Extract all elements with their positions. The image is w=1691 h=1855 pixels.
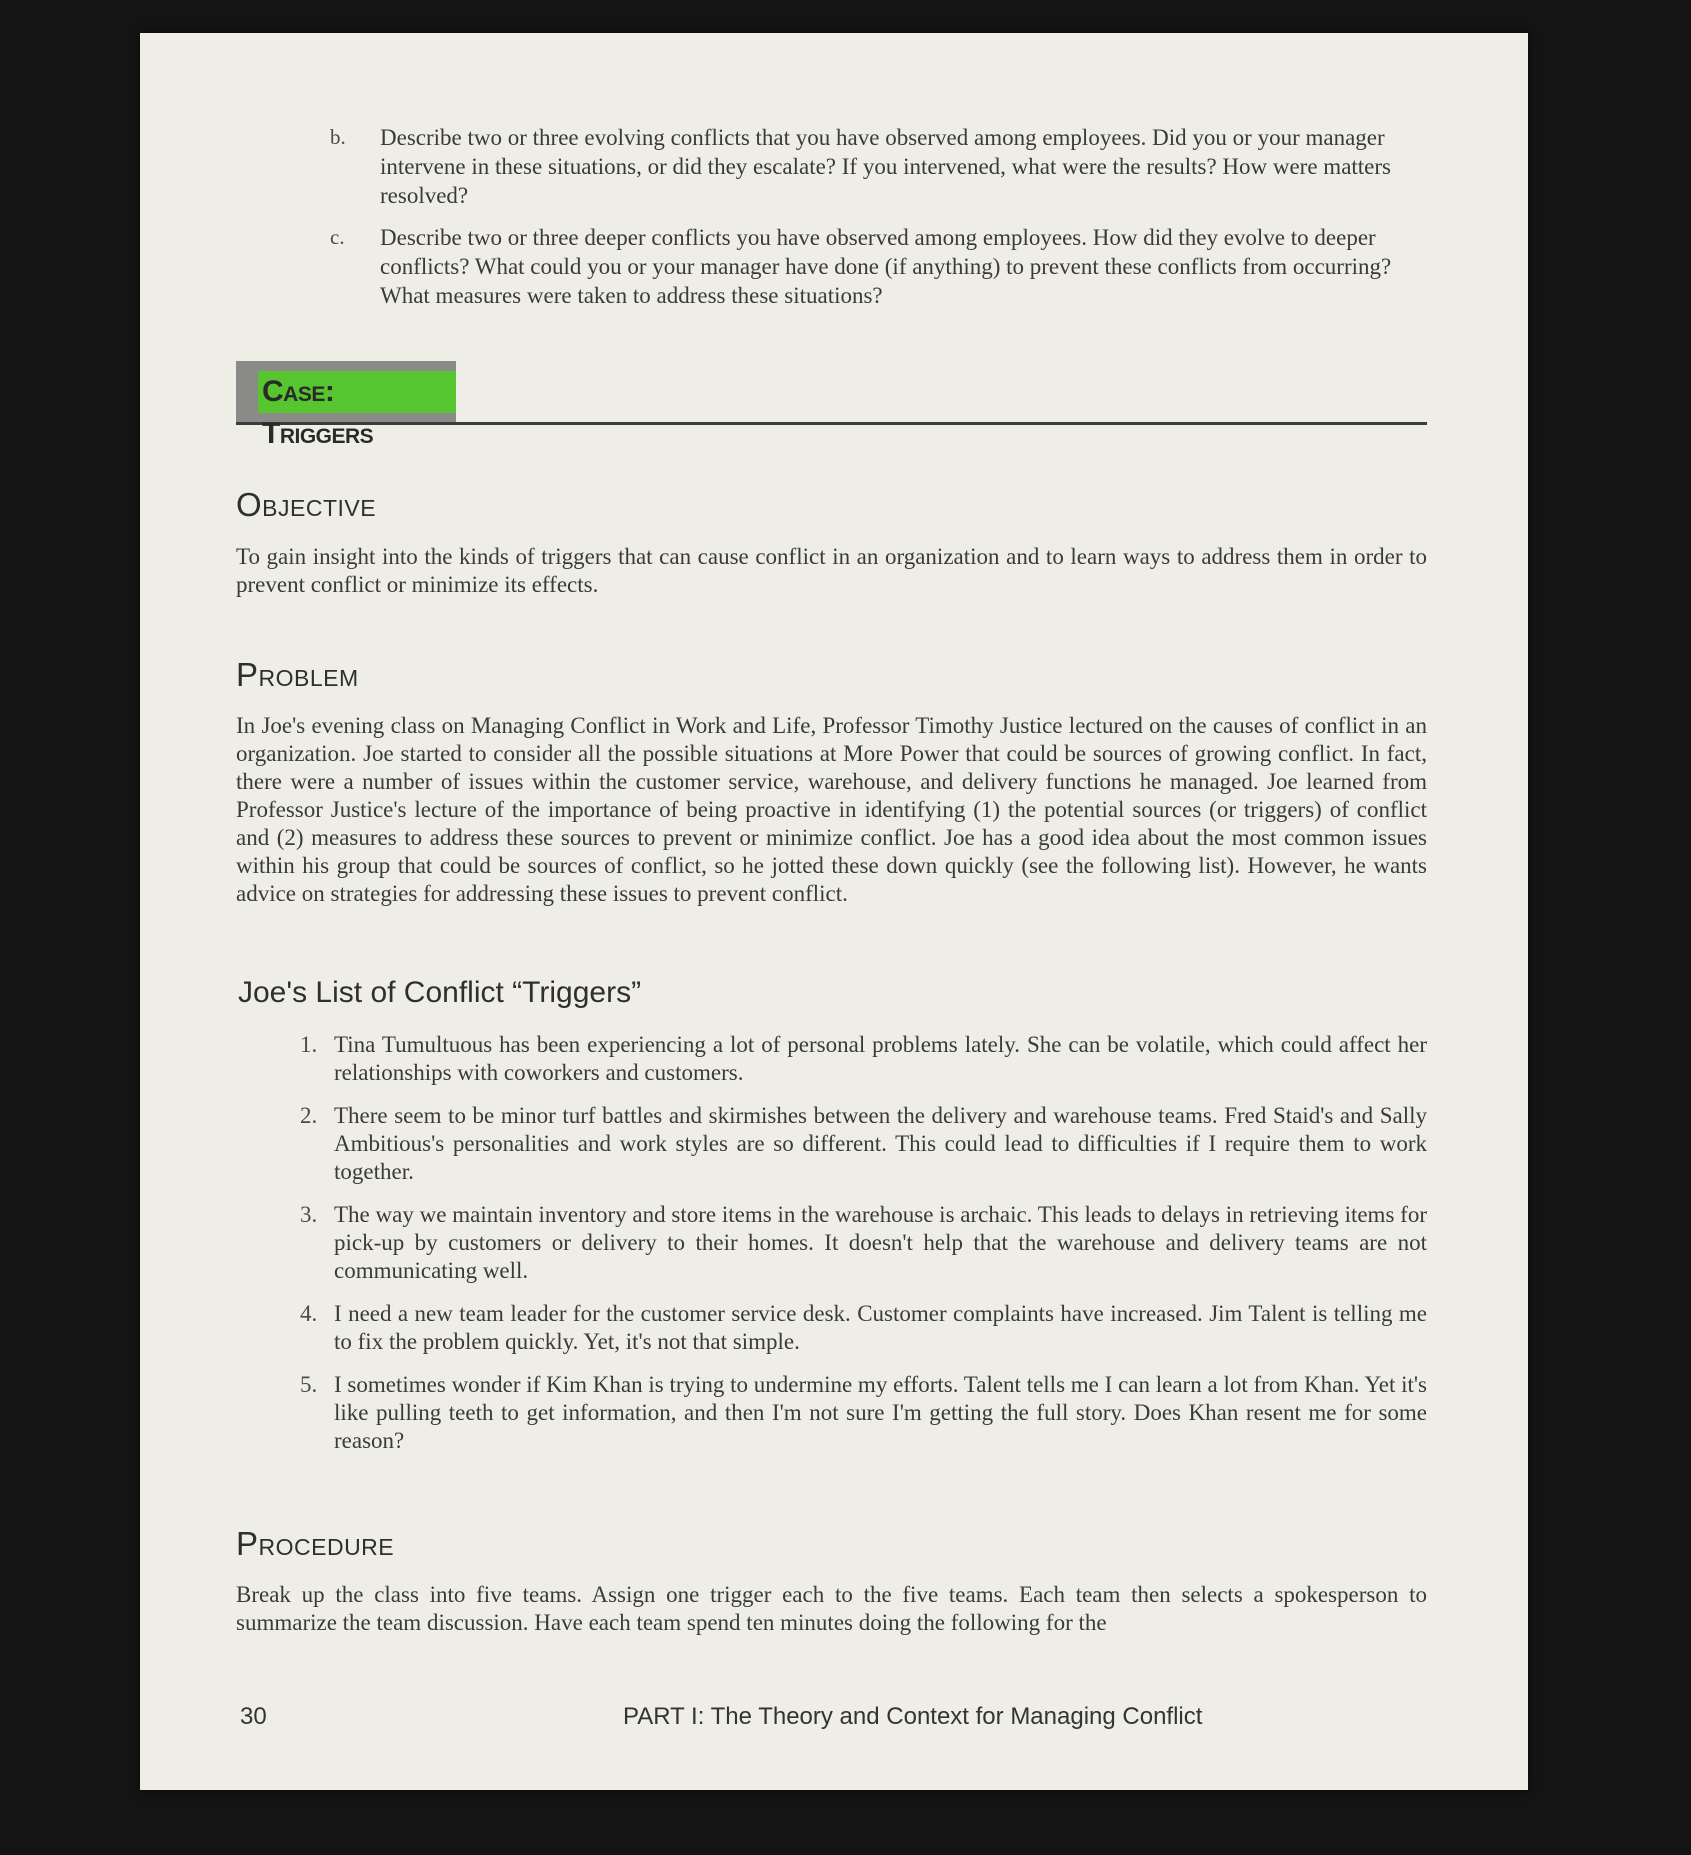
list-item [300, 1300, 1427, 1356]
list-item [300, 1102, 1427, 1186]
list-marker: 4. [300, 1301, 318, 1326]
list-item-text: I need a new team leader for the customer service desk. Customer complaints have increased. Jim Talent is telling me to fix the problem quickly. Yet, it's not that simple. [334, 1301, 1427, 1354]
list-item [300, 1031, 1427, 1087]
list-marker: c. [330, 225, 345, 249]
list-marker: 5. [300, 1372, 318, 1397]
objective-text: To gain insight into the kinds of triggers that can cause conflict in an organization and to learn ways to address them in order to prevent conflict or minimize its effects. [236, 544, 1427, 597]
problem-heading: Problem [236, 656, 359, 693]
triggers-heading: Joe's List of Conflict “Triggers” [238, 976, 642, 1009]
case-header-band [236, 361, 1427, 450]
list-marker: b. [330, 125, 346, 149]
procedure-heading: Procedure [236, 1525, 395, 1562]
list-marker: 3. [300, 1202, 318, 1227]
list-item [300, 1371, 1427, 1455]
problem-text: In Joe's evening class on Managing Conflict in Work and Life, Professor Timothy Justice lectured on the causes of conflict in an organization. Joe started to consider all the possible situations at More Power that could be sources of growing conflict. In fact, there were a number of issues within the customer service, warehouse, and delivery functions he managed. Joe learned from Professor Justice's lecture of the importance of being proactive in identifying (1) the potential sources (or triggers) of conflict and (2) measures to address these sources to prevent or minimize conflict. Joe has a good idea about the most common issues within his group that could be sources of conflict, so he jotted these down quickly (see the following list). However, he wants advice on strategies for addressing these issues to prevent conflict. [236, 713, 1427, 906]
question-text: Describe two or three deeper conflicts you have observed among employees. How did they evolve to deeper conflicts? What could you or your manager have done (if anything) to prevent these conflicts from occurring? What measures were taken to address these situations? [380, 225, 1392, 308]
list-item-text: Tina Tumultuous has been experiencing a lot of personal problems lately. She can be volatile, which could affect her relationships with coworkers and customers. [334, 1032, 1427, 1085]
question-item [330, 223, 1410, 310]
document-page [140, 33, 1528, 1790]
case-title: Case: Triggers [258, 371, 456, 413]
list-item-text: The way we maintain inventory and store items in the warehouse is archaic. This leads to delays in retrieving items for pick-up by customers or delivery to their homes. It doesn't help that the warehouse and delivery teams are not communicating well. [334, 1202, 1427, 1283]
question-text: Describe two or three evolving conflicts that you have observed among employees. Did you or your manager intervene in these situations, or did they escalate? If you intervened, what were the results? How were matters resolved? [380, 125, 1392, 208]
objective-heading: Objective [236, 486, 377, 523]
case-tab [236, 361, 456, 450]
procedure-text: Break up the class into five teams. Assign one trigger each to the five teams. Each team then selects a spokesperson to summarize the team discussion. Have each team spend ten minutes doing the following for the [236, 1582, 1427, 1635]
page-number: 30 [240, 1703, 267, 1730]
list-item-text: There seem to be minor turf battles and skirmishes between the delivery and warehouse teams. Fred Staid's and Sally Ambitious's personalities and work styles are so different. This could lead to difficulties if I require them to work together. [334, 1103, 1427, 1184]
running-title: PART I: The Theory and Context for Managing Conflict [623, 1703, 1203, 1730]
triggers-list [300, 1031, 1427, 1470]
list-marker: 2. [300, 1103, 318, 1128]
list-item [300, 1201, 1427, 1285]
list-marker: 1. [300, 1032, 318, 1057]
question-item [330, 123, 1410, 210]
list-item-text: I sometimes wonder if Kim Khan is trying to undermine my efforts. Talent tells me I can learn a lot from Khan. Yet it's like pulling teeth to get information, and then I'm not sure I'm getting the full story. Does Khan resent me for some reason? [334, 1372, 1427, 1453]
discussion-questions [330, 123, 1410, 323]
